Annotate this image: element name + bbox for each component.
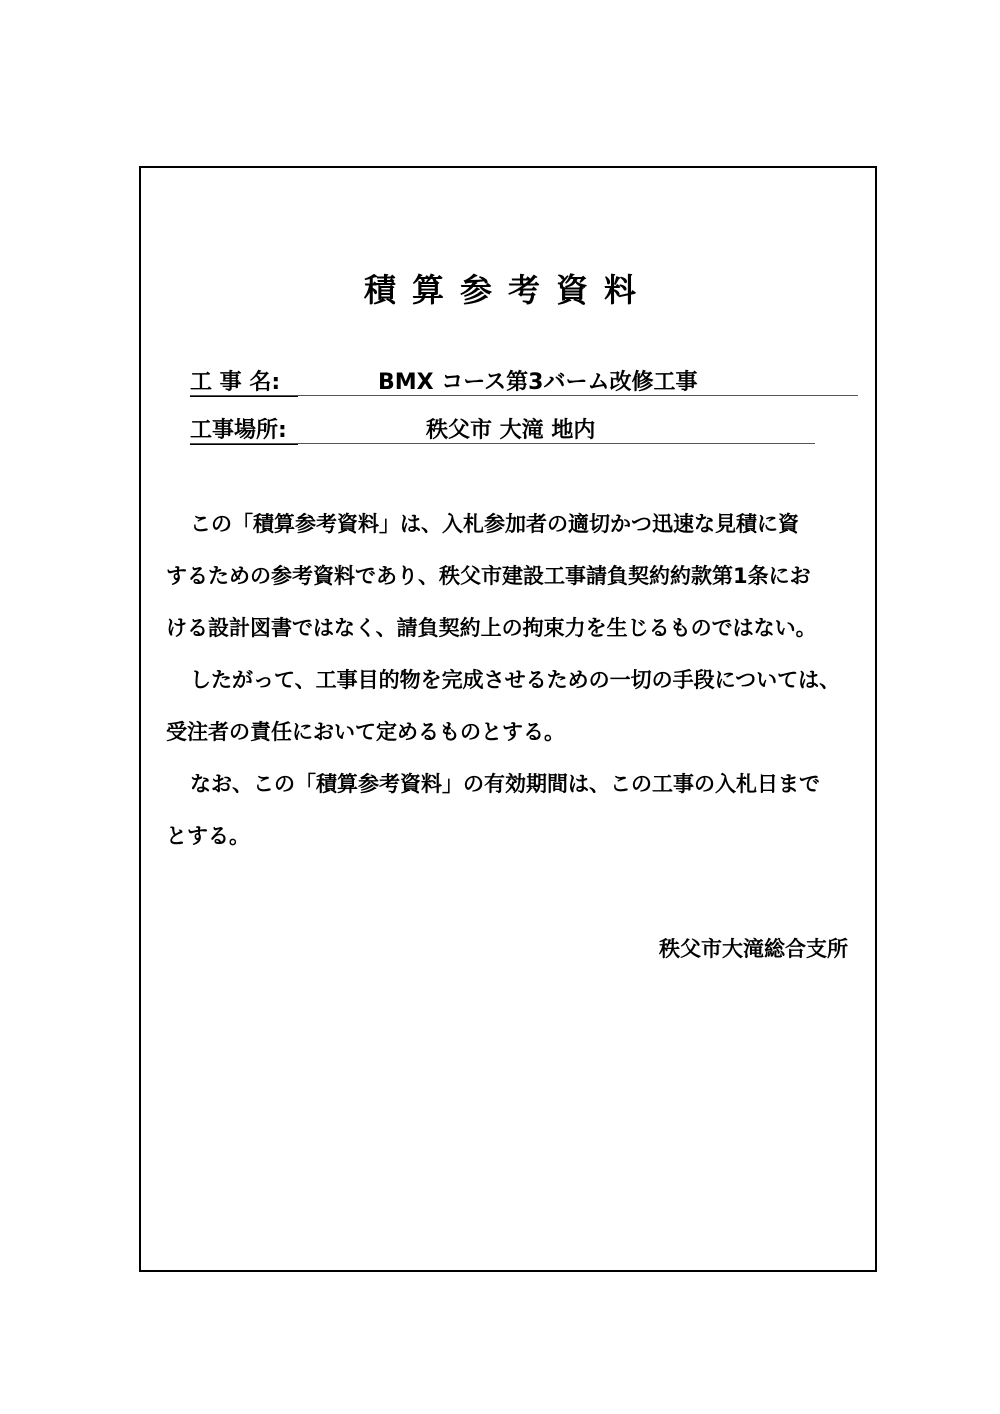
body-line: したがって、工事目的物を完成させるための一切の手段については、 [190,668,841,692]
construction-place-label: 工事場所: [190,418,287,443]
body-line: なお、この「積算参考資料」の有効期間は、この工事の入札日まで [190,772,820,796]
issuer-signature: 秩父市大滝総合支所 [659,937,848,961]
body-line: するための参考資料であり、秩父市建設工事請負契約約款第1条にお [166,564,811,588]
body-line: ける設計図書ではなく、請負契約上の拘束力を生じるものではない。 [166,616,817,640]
construction-place-value: 秩父市 大滝 地内 [426,418,596,443]
body-line: 受注者の責任において定めるものとする。 [166,720,565,744]
body-text [166,498,866,862]
construction-name-value: BMX コース第3バーム改修工事 [378,370,698,395]
document-title: 積算参考資料 [363,271,652,309]
body-line: とする。 [166,824,250,848]
body-line: この「積算参考資料」は、入札参加者の適切かつ迅速な見積に資 [190,512,799,536]
construction-name-label: 工 事 名: [190,370,281,395]
